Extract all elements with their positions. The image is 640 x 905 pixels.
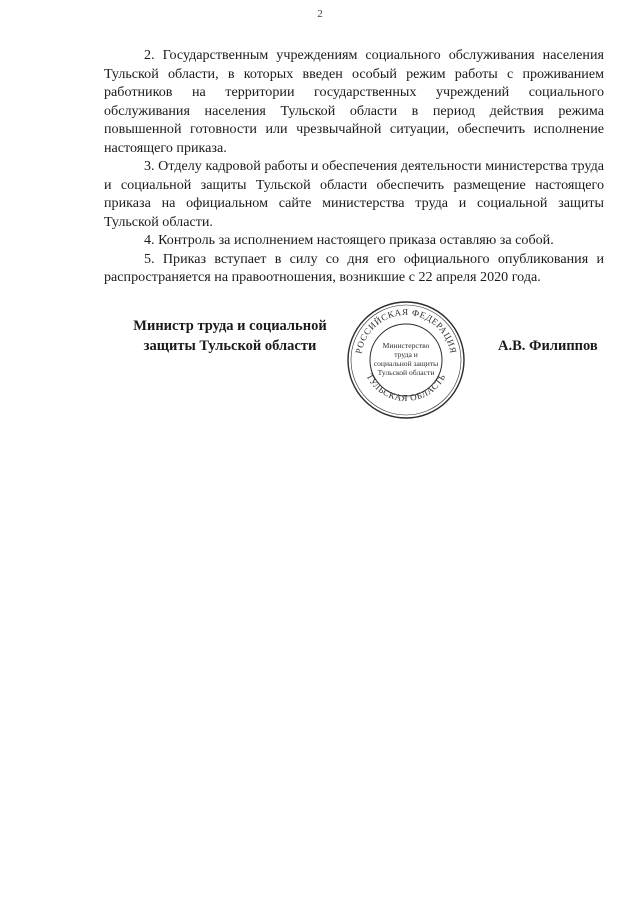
page-number: 2: [317, 8, 323, 20]
signature-block: [100, 306, 612, 416]
official-seal: [344, 298, 468, 422]
paragraph-5: 5. Приказ вступает в силу со дня его официального опубликования и распространяется на правоотношения, возникшие с 22 апреля 2020 года.: [104, 250, 604, 285]
paragraph-2: 2. Государственным учреждениям социального обслуживания населения Тульской области, в которых введен особый режим работы с проживанием работников на территории государственных учреждений социального обслуживания населения Тульской области в период действия режима повышенной готовности или чрезвычайной ситуации, обеспечить исполнение настоящего приказа.: [104, 47, 604, 156]
paragraph-4: 4. Контроль за исполнением настоящего приказа оставляю за собой.: [144, 232, 554, 248]
seal-center-line-4: Тульской области: [377, 368, 435, 377]
signer-title-line-2: защиты Тульской области: [143, 338, 317, 354]
document-body: [104, 46, 604, 287]
signer-name: А.В. Филиппов: [498, 338, 598, 354]
seal-center-line-1: Министерство: [382, 341, 430, 350]
seal-center-line-2: труда и: [394, 350, 418, 359]
seal-ring-text-top: РОССИЙСКАЯ ФЕДЕРАЦИЯ: [353, 306, 459, 355]
seal-center-line-3: социальной защиты: [373, 359, 439, 368]
seal-ring-text-bottom: ТУЛЬСКАЯ ОБЛАСТЬ: [364, 371, 448, 403]
signer-title: [120, 316, 340, 356]
signer-title-line-1: Министр труда и социальной: [133, 318, 327, 334]
paragraph-3: 3. Отделу кадровой работы и обеспечения деятельности министерства труда и социальной защиты Тульской области обеспечить размещение настоящего приказа на официальном сайте министерства труда и социальной защиты Тульской области.: [104, 158, 604, 230]
